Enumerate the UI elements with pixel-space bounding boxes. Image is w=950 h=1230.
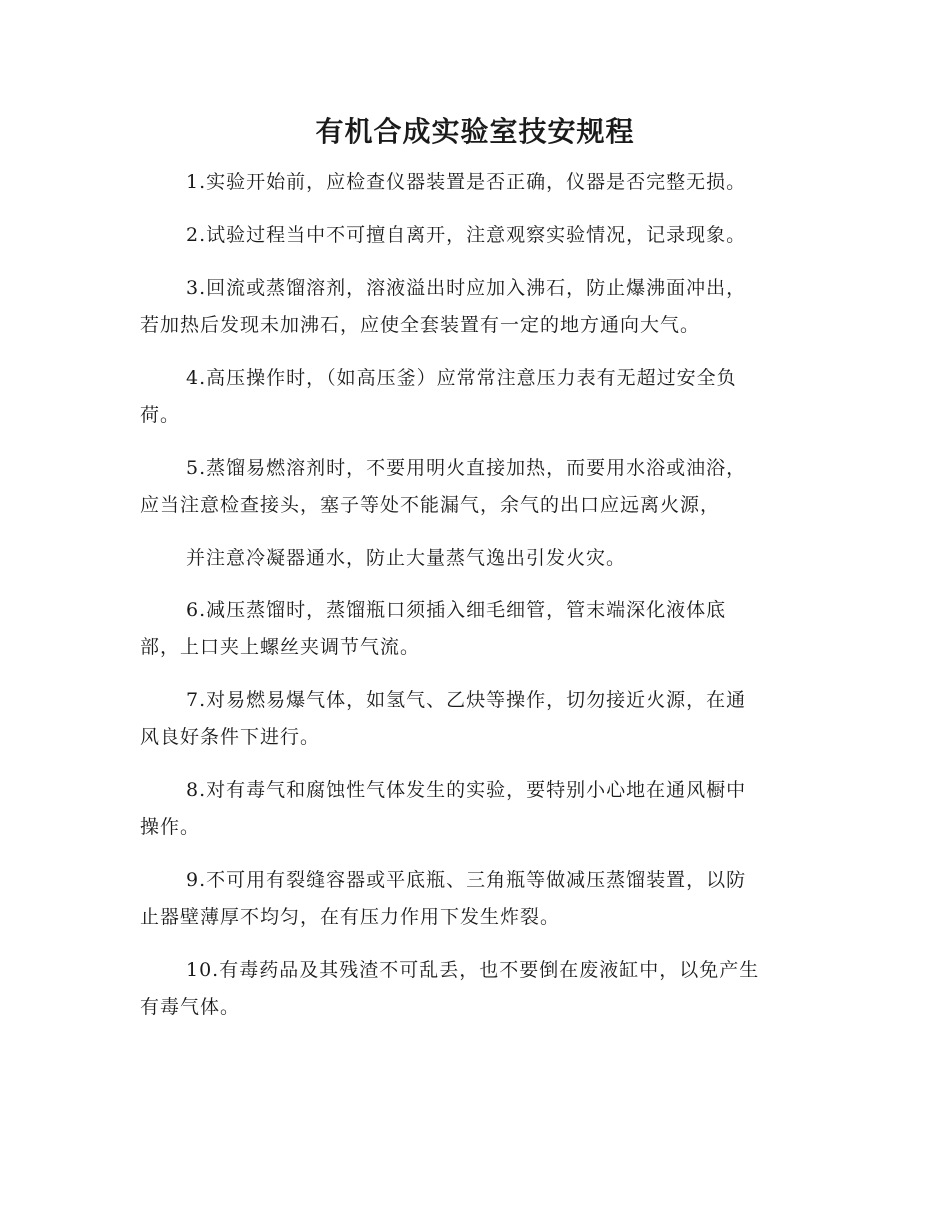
rule-7-line-1: 7.对易燃易爆气体，如氢气、乙炔等操作，切勿接近火源，在通 [186, 689, 747, 711]
document-title: 有机合成实验室技安规程 [315, 115, 635, 148]
rule-1-line-1: 1.实验开始前，应检查仪器装置是否正确，仪器是否完整无损。 [186, 171, 747, 193]
rule-10-line-1: 10.有毒药品及其残渣不可乱丢，也不要倒在废液缸中，以免产生 [186, 959, 760, 981]
rule-5-line-1: 5.蒸馏易燃溶剂时，不要用明火直接加热，而要用水浴或油浴， [186, 457, 747, 479]
rule-9-line-2: 止器壁薄厚不均匀，在有压力作用下发生炸裂。 [140, 906, 561, 928]
rule-5-line-2: 应当注意检查接头，塞子等处不能漏气，余气的出口应远离火源， [140, 494, 721, 516]
rule-6-line-2: 部，上口夹上螺丝夹调节气流。 [140, 636, 421, 658]
rule-4-line-2: 荷。 [140, 404, 181, 426]
rule-2-line-1: 2.试验过程当中不可擅自离开，注意观察实验情况，记录现象。 [186, 224, 747, 246]
rule-8-line-1: 8.对有毒气和腐蚀性气体发生的实验，要特别小心地在通风橱中 [186, 779, 747, 801]
rule-3-line-1: 3.回流或蒸馏溶剂，溶液溢出时应加入沸石，防止爆沸面冲出， [186, 277, 747, 299]
rule-9-line-1: 9.不可用有裂缝容器或平底瓶、三角瓶等做减压蒸馏装置，以防 [186, 869, 747, 891]
rule-4-line-1: 4.高压操作时，（如高压釜）应常常注意压力表有无超过安全负 [186, 367, 737, 389]
rule-3-line-2: 若加热后发现未加沸石，应使全套装置有一定的地方通向大气。 [140, 314, 701, 336]
rule-6-line-1: 6.减压蒸馏时，蒸馏瓶口须插入细毛细管，管末端深化液体底 [186, 599, 727, 621]
rule-7-line-2: 风良好条件下进行。 [140, 726, 321, 748]
rule-5-line-3: 并注意冷凝器通水，防止大量蒸气逸出引发火灾。 [186, 547, 627, 569]
rule-8-line-2: 操作。 [140, 816, 201, 838]
rule-10-line-2: 有毒气体。 [140, 996, 241, 1018]
